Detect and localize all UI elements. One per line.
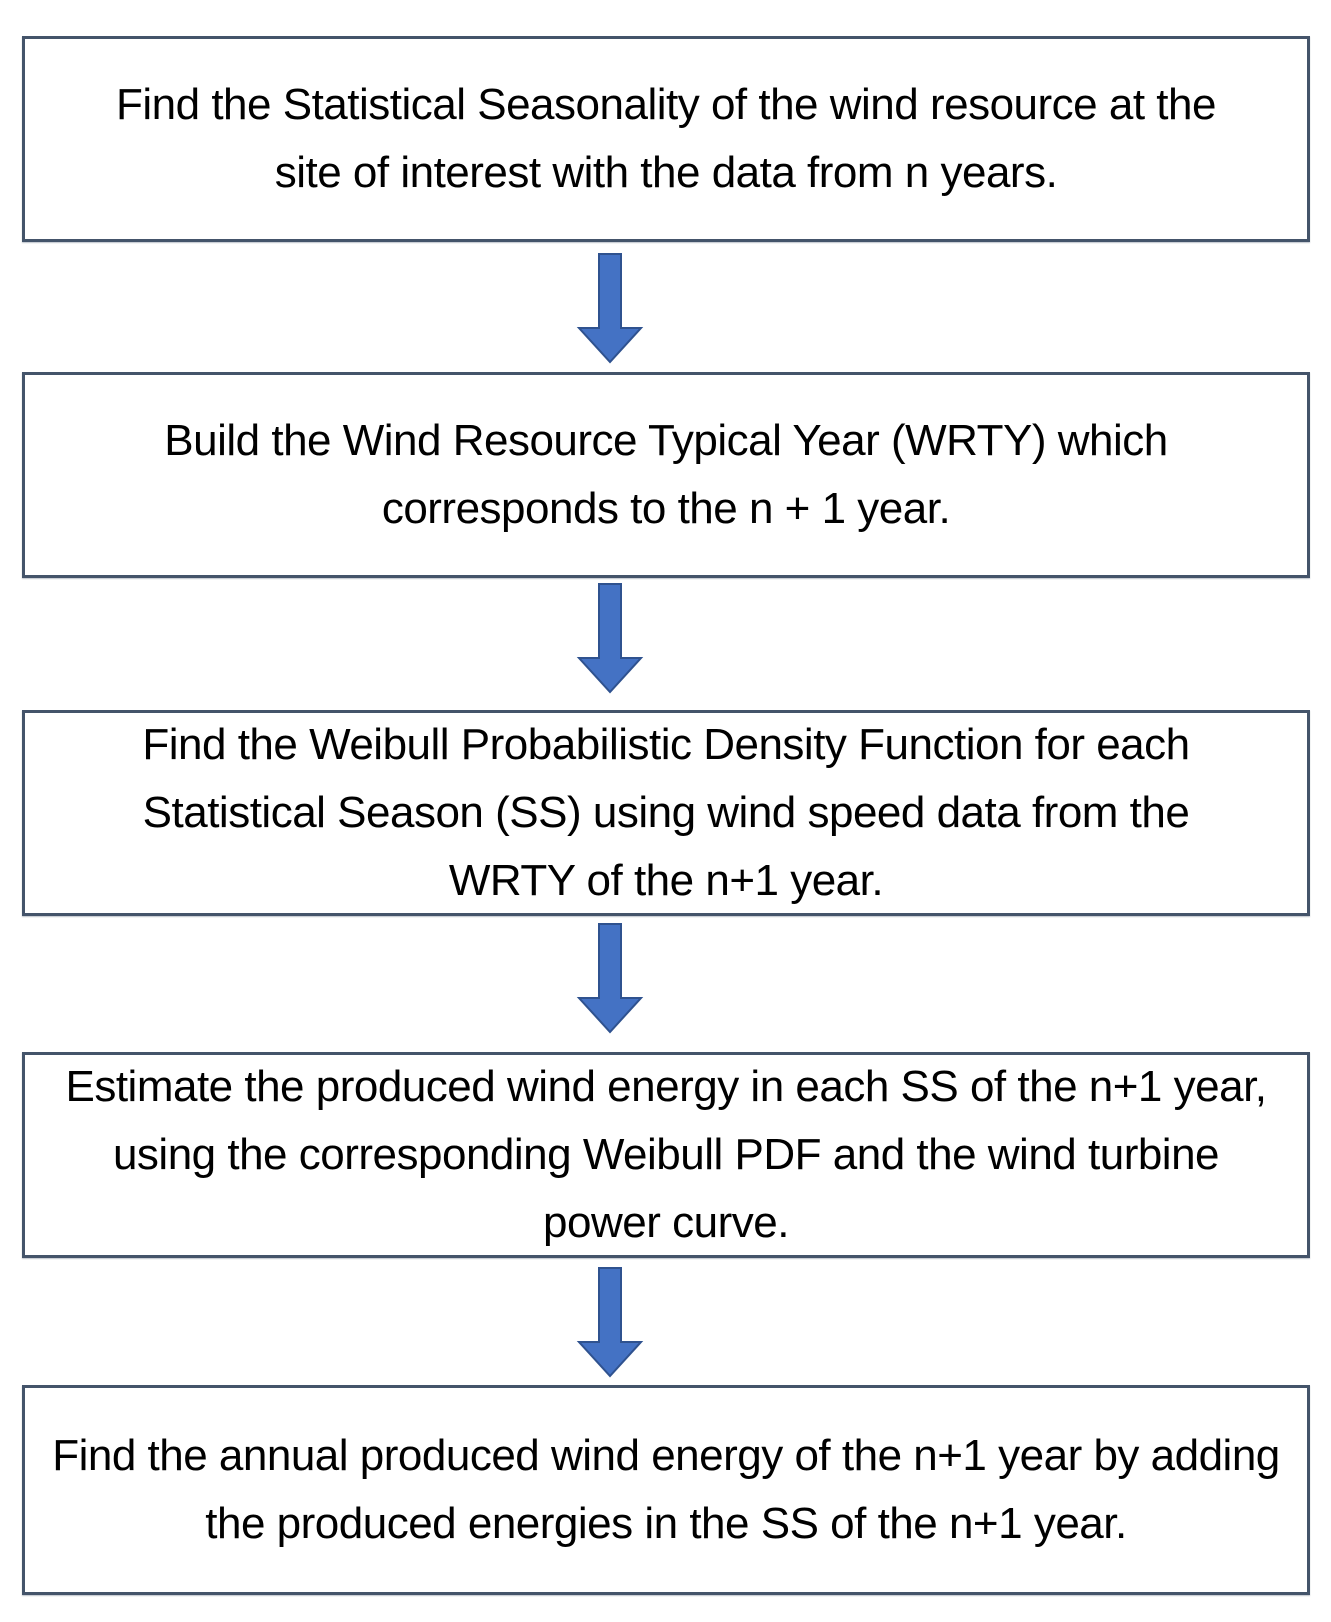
arrow-down-icon — [575, 922, 645, 1034]
arrow-down-icon — [575, 1266, 645, 1378]
step-5-box — [22, 1385, 1310, 1595]
step-3-text: Find the Weibull Probabilistic Density Function for each Statistical Season (SS) using wind speed data from the WRTY of the n+1 year. — [142, 720, 1190, 905]
step-4-text: Estimate the produced wind energy in each SS of the n+1 year, using the corresponding Weibull PDF and the wind turbine power curve. — [65, 1062, 1267, 1247]
step-5-text: Find the annual produced wind energy of the n+1 year by adding the produced energies in the SS of the n+1 year. — [52, 1431, 1280, 1548]
step-1-box — [22, 36, 1310, 242]
arrow-down-icon — [575, 252, 645, 364]
arrow-down-icon — [575, 582, 645, 694]
step-2-box — [22, 372, 1310, 578]
step-3-box — [22, 710, 1310, 916]
step-1-text: Find the Statistical Seasonality of the wind resource at the site of interest with the data from n years. — [116, 80, 1216, 197]
step-2-text: Build the Wind Resource Typical Year (WRTY) which corresponds to the n + 1 year. — [164, 416, 1168, 533]
step-4-box — [22, 1052, 1310, 1258]
